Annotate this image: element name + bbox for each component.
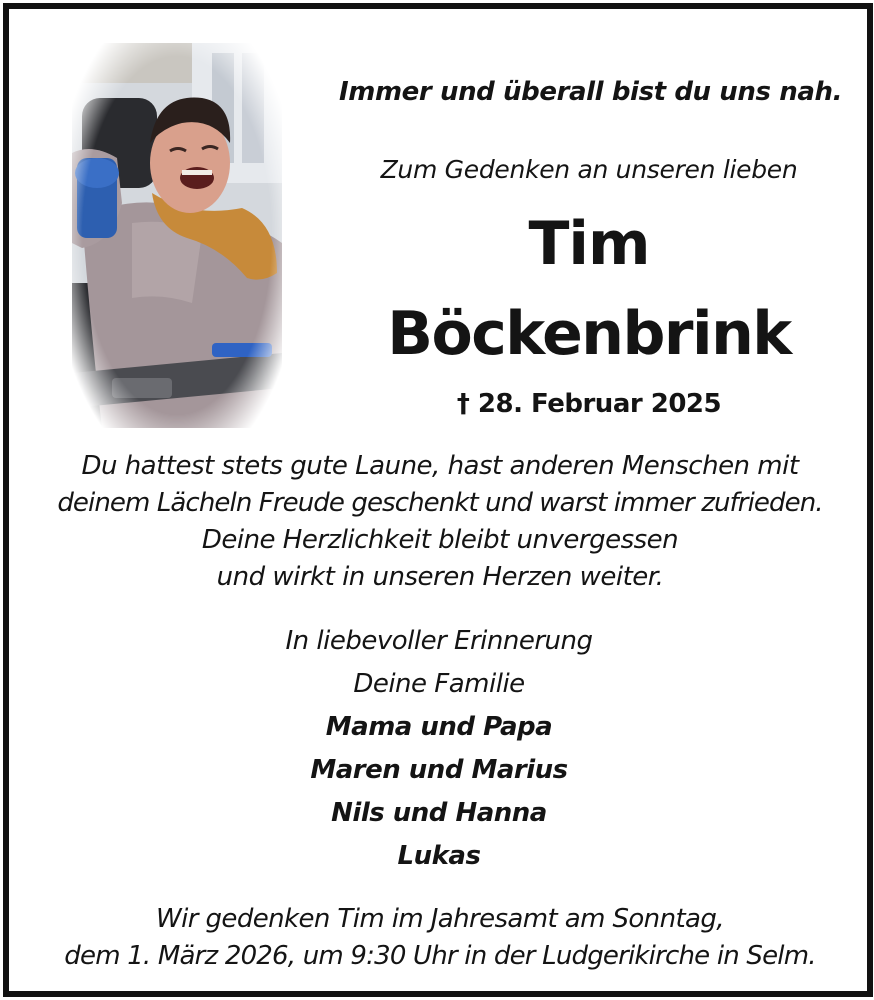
- tribute-line: Du hattest stets gute Laune, hast anderen Menschen mit: [81, 451, 799, 481]
- intro-line: Zum Gedenken an unseren lieben: [380, 155, 798, 184]
- closing-line: In liebevoller Erinnerung: [285, 626, 593, 656]
- service-line: Wir gedenken Tim im Jahresamt am Sonntag,: [156, 904, 724, 934]
- portrait-photo: [72, 43, 282, 428]
- motto: Immer und überall bist du uns nah.: [339, 77, 843, 107]
- obituary-frame: [3, 3, 873, 997]
- service-line: dem 1. März 2026, um 9:30 Uhr in der Ludgerikirche in Selm.: [64, 941, 816, 971]
- family-member: Lukas: [397, 841, 481, 871]
- family-member: Mama und Papa: [325, 712, 553, 742]
- last-name: Böckenbrink: [387, 299, 791, 369]
- tribute-line: deinem Lächeln Freude geschenkt und warst immer zufrieden.: [57, 488, 823, 518]
- family-label: Deine Familie: [353, 669, 525, 699]
- tribute-line: und wirkt in unseren Herzen weiter.: [216, 562, 664, 592]
- tribute-line: Deine Herzlichkeit bleibt unvergessen: [201, 525, 679, 555]
- family-member: Maren und Marius: [310, 755, 568, 785]
- family-member: Nils und Hanna: [331, 798, 547, 828]
- first-name: Tim: [528, 209, 650, 279]
- death-date: † 28. Februar 2025: [456, 389, 722, 419]
